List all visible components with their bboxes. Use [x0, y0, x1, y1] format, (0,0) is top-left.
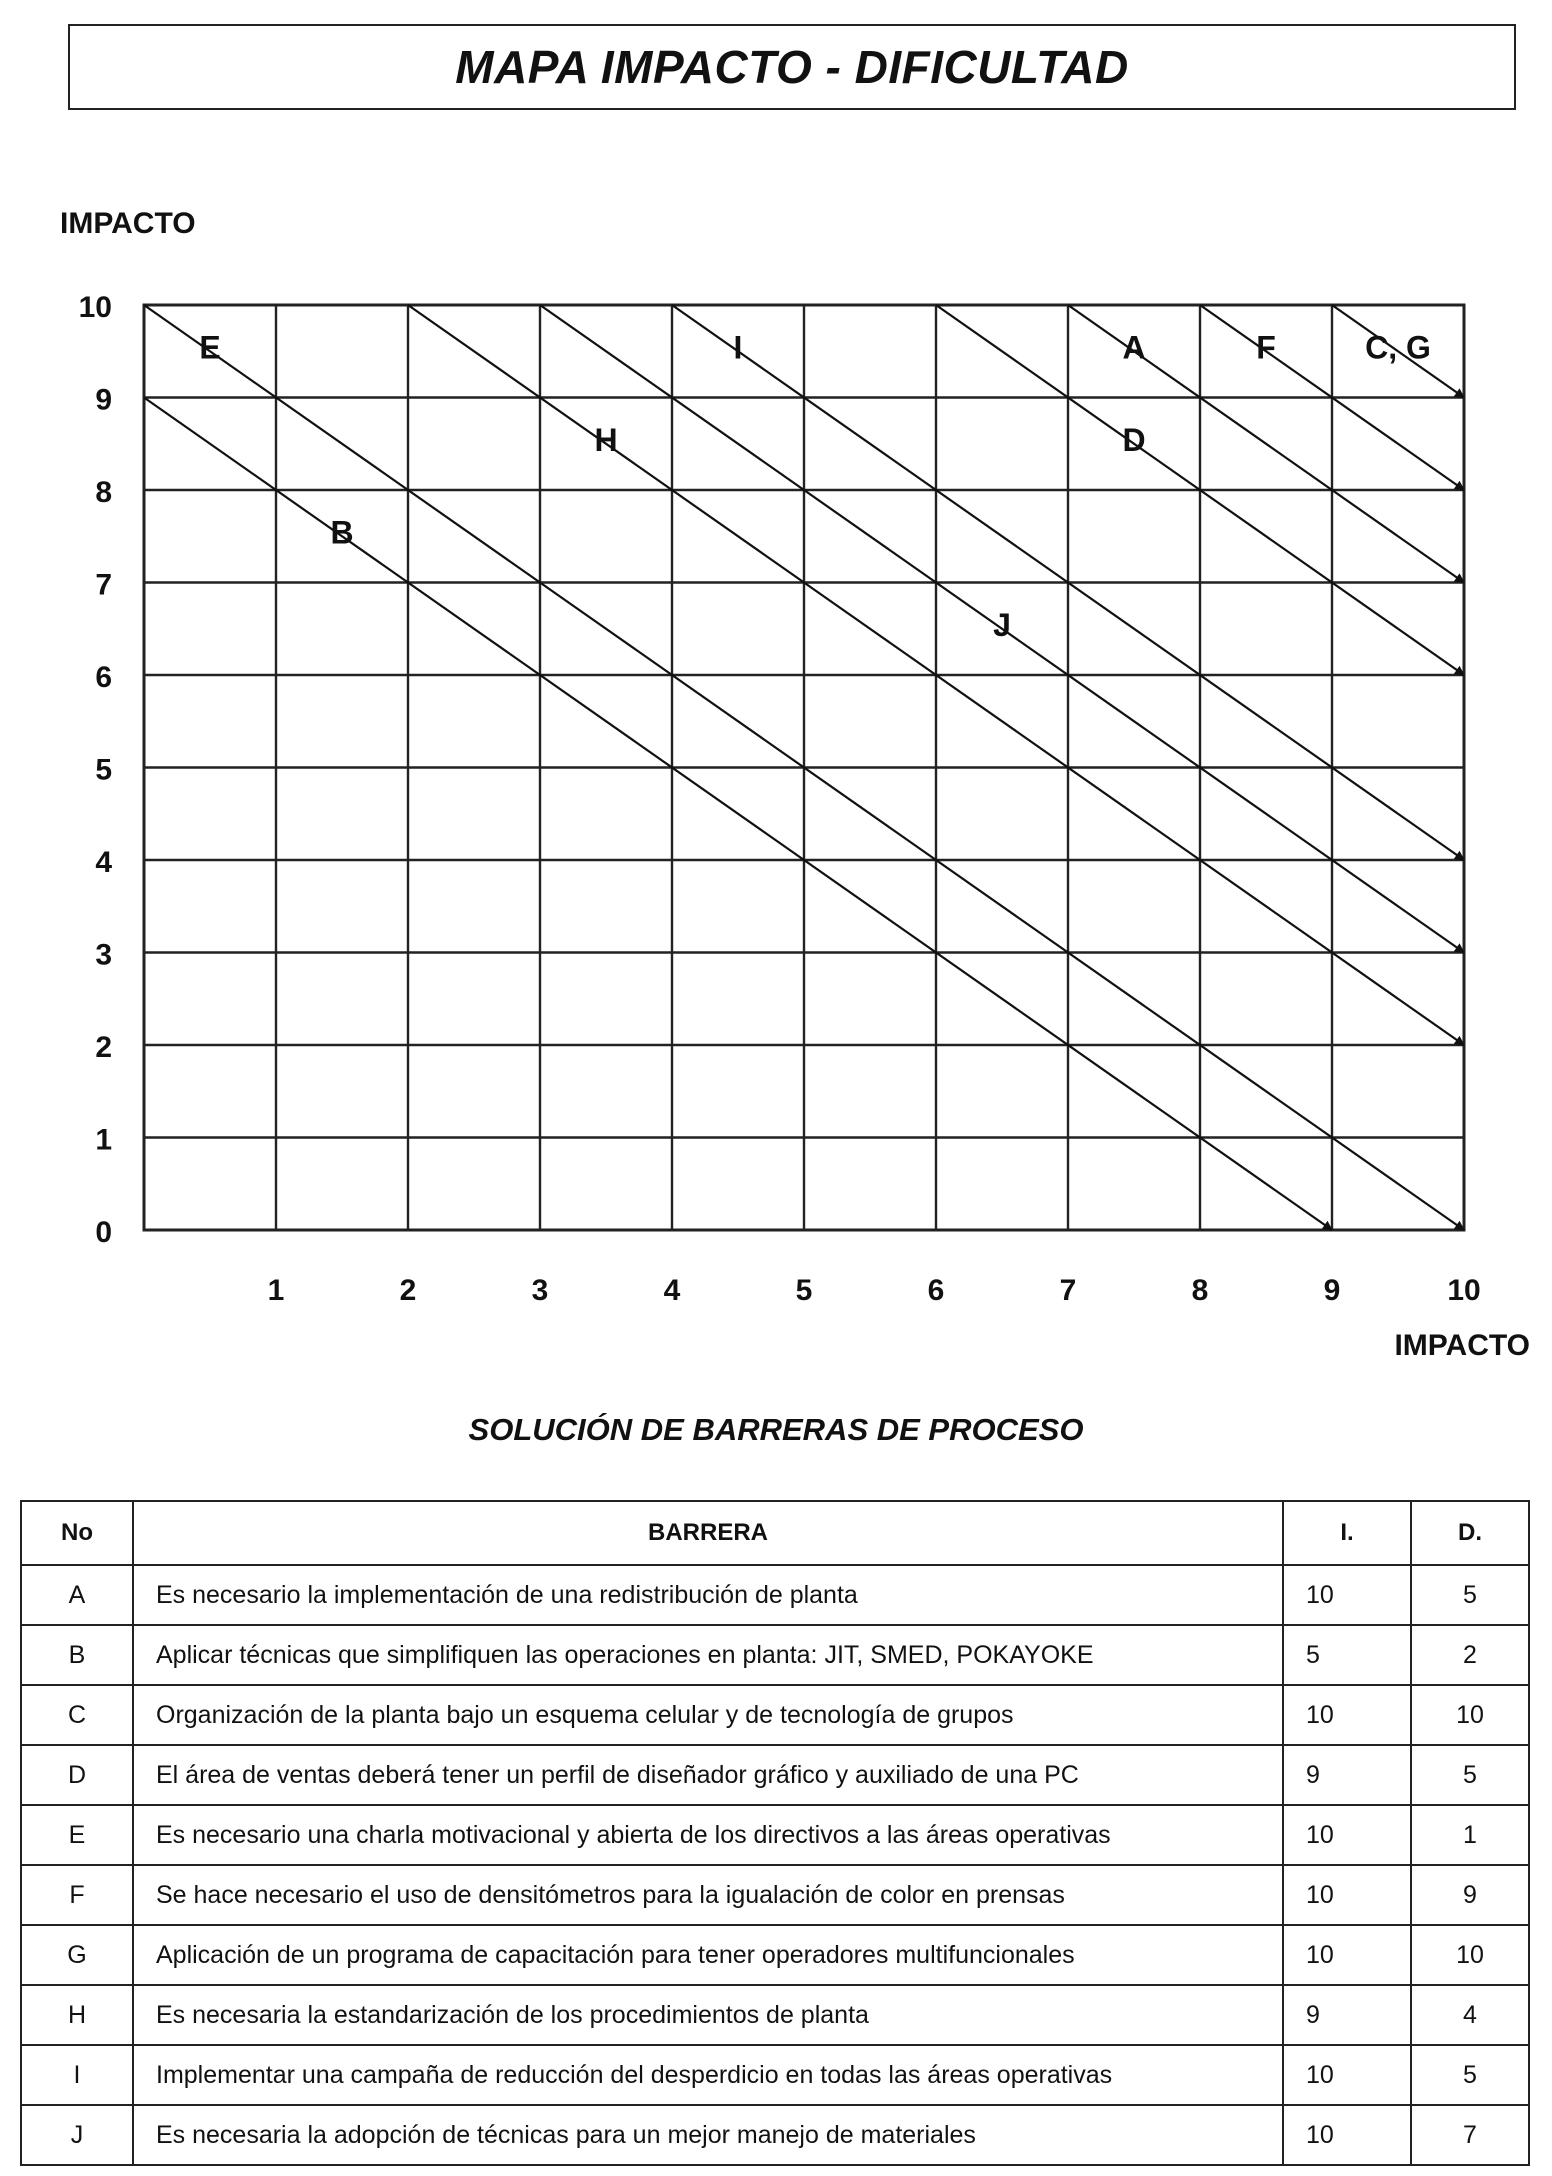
- table-row: [21, 1565, 1529, 1625]
- cell-impacto: 10: [1283, 1565, 1411, 1625]
- cell-barrera: Organización de la planta bajo un esquema celular y de tecnología de grupos: [133, 1685, 1283, 1745]
- cell-barrera: El área de ventas deberá tener un perfil de diseñador gráfico y auxiliado de una PC: [133, 1745, 1283, 1805]
- point-label: B: [330, 514, 354, 551]
- cell-dificultad: 4: [1411, 1985, 1529, 2045]
- cell-barrera: Implementar una campaña de reducción del desperdicio en todas las áreas operativas: [133, 2045, 1283, 2105]
- title-box: [68, 24, 1516, 110]
- y-tick-label: 8: [95, 476, 112, 509]
- cell-no: I: [21, 2045, 133, 2105]
- cell-dificultad: 5: [1411, 1565, 1529, 1625]
- cell-impacto: 10: [1283, 2045, 1411, 2105]
- page-title: MAPA IMPACTO - DIFICULTAD: [455, 41, 1129, 93]
- cell-barrera: Aplicación de un programa de capacitación para tener operadores multifuncionales: [133, 1925, 1283, 1985]
- cell-dificultad: 5: [1411, 2045, 1529, 2105]
- cell-impacto: 10: [1283, 1685, 1411, 1745]
- point-label: J: [993, 607, 1011, 644]
- cell-no: G: [21, 1925, 133, 1985]
- table-title: SOLUCIÓN DE BARRERAS DE PROCESO: [468, 1412, 1084, 1447]
- y-tick-label: 0: [95, 1216, 112, 1249]
- cell-dificultad: 9: [1411, 1865, 1529, 1925]
- x-tick-label: 7: [1059, 1274, 1077, 1307]
- table-header-row: [21, 1501, 1529, 1565]
- cell-no: H: [21, 1985, 133, 2045]
- y-tick-label: 4: [95, 846, 112, 879]
- y-tick-label: 2: [95, 1031, 112, 1064]
- cell-dificultad: 10: [1411, 1925, 1529, 1985]
- x-tick-label: 8: [1191, 1274, 1209, 1307]
- point-label: F: [1256, 329, 1276, 366]
- cell-impacto: 10: [1283, 1805, 1411, 1865]
- cell-dificultad: 2: [1411, 1625, 1529, 1685]
- cell-impacto: 10: [1283, 2105, 1411, 2165]
- x-tick-label: 1: [267, 1274, 285, 1307]
- cell-barrera: Aplicar técnicas que simplifiquen las operaciones en planta: JIT, SMED, POKAYOKE: [133, 1625, 1283, 1685]
- cell-impacto: 10: [1283, 1865, 1411, 1925]
- table-row: [21, 1625, 1529, 1685]
- cell-no: C: [21, 1685, 133, 1745]
- header-no: No: [21, 1501, 133, 1565]
- x-axis-label: IMPACTO: [1394, 1329, 1530, 1362]
- point-label: H: [594, 422, 618, 459]
- table-row: [21, 1685, 1529, 1745]
- cell-dificultad: 10: [1411, 1685, 1529, 1745]
- point-label: E: [199, 329, 221, 366]
- table-row: [21, 1865, 1529, 1925]
- y-tick-label: 1: [95, 1123, 112, 1157]
- cell-impacto: 9: [1283, 1745, 1411, 1805]
- cell-barrera: Es necesaria la adopción de técnicas para un mejor manejo de materiales: [133, 2105, 1283, 2165]
- x-tick-label: 2: [399, 1274, 417, 1307]
- y-tick-label: 5: [95, 753, 112, 787]
- x-tick-label: 9: [1323, 1274, 1341, 1307]
- impact-difficulty-chart: [0, 180, 1552, 1400]
- cell-no: F: [21, 1865, 133, 1925]
- point-label: D: [1122, 422, 1146, 459]
- x-tick-label: 10: [1447, 1274, 1481, 1307]
- cell-dificultad: 1: [1411, 1805, 1529, 1865]
- cell-impacto: 10: [1283, 1925, 1411, 1985]
- x-tick-label: 5: [795, 1274, 813, 1307]
- y-tick-label: 9: [95, 383, 112, 417]
- cell-dificultad: 7: [1411, 2105, 1529, 2165]
- point-label: C, G: [1365, 329, 1431, 366]
- y-tick-label: 10: [78, 291, 112, 324]
- point-label: I: [733, 329, 743, 366]
- cell-impacto: 9: [1283, 1985, 1411, 2045]
- table-row: [21, 2045, 1529, 2105]
- x-tick-label: 6: [927, 1274, 945, 1307]
- cell-barrera: Es necesario la implementación de una redistribución de planta: [133, 1565, 1283, 1625]
- cell-barrera: Es necesario una charla motivacional y abierta de los directivos a las áreas operativas: [133, 1805, 1283, 1865]
- cell-barrera: Es necesaria la estandarización de los procedimientos de planta: [133, 1985, 1283, 2045]
- header-impacto: I.: [1283, 1501, 1411, 1565]
- cell-no: E: [21, 1805, 133, 1865]
- y-axis-label: IMPACTO: [60, 207, 196, 240]
- table-row: [21, 1805, 1529, 1865]
- cell-no: J: [21, 2105, 133, 2165]
- barriers-table: [20, 1500, 1530, 2166]
- cell-no: D: [21, 1745, 133, 1805]
- cell-impacto: 5: [1283, 1625, 1411, 1685]
- point-label: A: [1122, 329, 1146, 366]
- table-row: [21, 1745, 1529, 1805]
- y-tick-label: 7: [95, 568, 112, 602]
- header-barrera: BARRERA: [133, 1501, 1283, 1565]
- x-tick-label: 4: [663, 1274, 681, 1307]
- y-tick-label: 6: [95, 661, 112, 694]
- table-row: [21, 1985, 1529, 2045]
- y-tick-label: 3: [95, 938, 112, 972]
- cell-barrera: Se hace necesario el uso de densitómetros para la igualación de color en prensas: [133, 1865, 1283, 1925]
- table-row: [21, 2105, 1529, 2165]
- cell-no: A: [21, 1565, 133, 1625]
- cell-no: B: [21, 1625, 133, 1685]
- header-dificultad: D.: [1411, 1501, 1529, 1565]
- cell-dificultad: 5: [1411, 1745, 1529, 1805]
- table-row: [21, 1925, 1529, 1985]
- diagonal-guide-arrow: [144, 398, 1332, 1231]
- x-tick-label: 3: [531, 1274, 549, 1307]
